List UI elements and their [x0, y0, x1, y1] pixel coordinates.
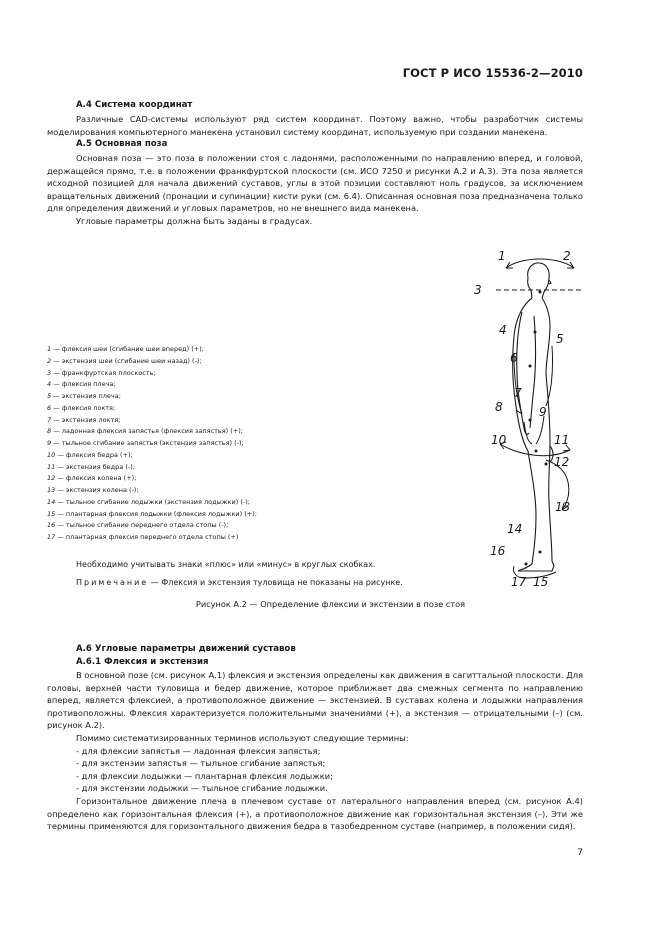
legend-item [47, 403, 317, 415]
section-a5-paragraph-1: Основная поза — это поза в положении стоя с ладонями, расположенными по направлению вперед, и головой, держащейся прямо, т.е. в положении франкфуртской плоскости (см. ИСО 7250 и рисунки А.2 и А.3). Эта поза является исходной позицией для начала движений суставов, углы в этой позиции составляют ноль градусов, за исключением вращательных движений (пронации и супинации) кисти руки (см. 6.4). Описанная основная поза предназначена только для определения движений и угловых параметров, но не внешнего вида манекена. [47, 153, 583, 214]
legend-item [47, 509, 317, 521]
legend-item [47, 438, 317, 450]
figure-note [76, 578, 403, 587]
legend-number: 10 [47, 450, 56, 459]
figure-label-1: 1 [498, 249, 506, 263]
legend-item [47, 485, 317, 497]
legend-text: — плантарная флексия переднего отдела стопы (+) [55, 533, 239, 541]
terms-list [47, 745, 583, 795]
figure-label-9: 9 [539, 405, 547, 419]
legend-text: — франкфуртская плоскость; [51, 368, 156, 377]
legend-number: 7 [47, 415, 52, 424]
figure-label-16: 16 [490, 544, 506, 558]
page-number: 7 [577, 848, 583, 858]
section-a4-title: А.4 Система координат [76, 100, 193, 110]
legend-number: 17 [47, 533, 56, 541]
figure-label-8: 8 [495, 400, 503, 414]
term-item: - для флексии лодыжки — плантарная флексия лодыжки; [76, 770, 333, 781]
term-item: - для экстензии лодыжки — тыльное сгибание лодыжки. [76, 783, 328, 794]
figure-label-5: 5 [556, 332, 564, 346]
legend-text: — экстензия бедра (-); [55, 462, 135, 471]
term-item: - для экстензии запястья — тыльное сгибание запястья; [76, 758, 326, 769]
legend-item [47, 532, 317, 544]
figure-label-3: 3 [474, 283, 482, 297]
figure-label-7: 7 [514, 386, 522, 400]
section-a6-text [47, 669, 583, 833]
term-item: - для флексии запястья — ладонная флексия запястья; [76, 745, 321, 756]
legend-number: 6 [47, 403, 52, 412]
legend-number: 11 [47, 462, 56, 471]
legend-number: 5 [47, 392, 52, 400]
legend-number: 1 [47, 345, 52, 353]
figure-label-17: 17 [511, 575, 527, 589]
figure-legend [47, 344, 317, 544]
note-label: Примечание [76, 578, 149, 587]
legend-text: — тыльное сгибание лодыжки (экстензия лодыжки) (-); [55, 497, 250, 506]
legend-item [47, 426, 317, 438]
legend-text: — экстензия колена (-); [55, 486, 139, 494]
legend-number: 4 [47, 380, 52, 389]
legend-text: — тыльное сгибание запястья (экстензия запястья) (-); [51, 439, 244, 447]
legend-text: — тыльное сгибание переднего отдела стопы (-); [55, 521, 229, 530]
figure-caption: Рисунок А.2 — Определение флексии и экстензии в позе стоя [195, 599, 466, 609]
section-a6-paragraph-1: В основной позе (см. рисунок А.1) флексия и экстензия определены как движения в сагиттальной плоскости. Для головы, верхней части туловища и бедер движение, которое приближает два смежных сегмента по направлению вперед, является флексией, а противоположное движение — экстензией. В суставах колена и лодыжки направления противоположны. Флексия характеризуется положительными значениями (+), а экстензия — отрицательными (–) (см. рисунок А.2). [47, 670, 583, 731]
legend-number: 2 [47, 356, 52, 365]
figure-label-12: 12 [554, 455, 570, 469]
legend-item [47, 356, 317, 368]
human-figure-diagram [470, 246, 610, 591]
section-a5-title: А.5 Основная поза [76, 139, 168, 149]
section-a6-paragraph-3: Горизонтальное движение плеча в плечевом суставе от латерального направления вперед (см. рисунок А.4) определено как горизонтальная флексия (+), а противоположное движение как горизонтальная экстензия (–). Эти же термины применяются для горизонтального движения бедра в тазобедренном суставе (например, в положении сидя). [47, 795, 583, 832]
legend-text: — флексия плеча; [51, 380, 116, 389]
legend-text: — ладонная флексия запястья (флексия запястья) (+); [51, 427, 243, 436]
section-a6-paragraph-2: Помимо систематизированных терминов используют следующие термины: [76, 732, 409, 743]
legend-item [47, 379, 317, 391]
legend-item [47, 473, 317, 485]
legend-item [47, 520, 317, 532]
legend-text: — флексия колена (+); [55, 474, 137, 483]
legend-text: — флексия шеи (сгибание шеи вперед) (+); [51, 345, 204, 353]
legend-item [47, 462, 317, 474]
legend-number: 9 [47, 439, 52, 447]
legend-item [47, 415, 317, 427]
section-a4-paragraph: Различные САD-системы используют ряд систем координат. Поэтому важно, чтобы разработчик системы моделирования компьютерного манекена установил систему координат, используемую при создании манекена. [47, 114, 583, 137]
section-a6-title: А.6 Угловые параметры движений суставов [76, 644, 296, 654]
figure-label-4: 4 [499, 323, 507, 337]
legend-text: — плантарная флексия лодыжки (флексия лодыжки) (+); [55, 509, 257, 518]
legend-number: 14 [47, 497, 56, 506]
legend-text: — экстензия плеча; [51, 392, 121, 400]
document-header: ГОСТ Р ИСО 15536-2—2010 [402, 66, 583, 80]
legend-number: 15 [47, 509, 56, 518]
legend-number: 13 [47, 486, 56, 494]
section-a5-paragraph-2: Угловые параметры должна быть заданы в градусах. [76, 215, 313, 226]
legend-text: — флексия локтя; [51, 403, 116, 412]
legend-number: 3 [47, 368, 52, 377]
legend-item [47, 450, 317, 462]
legend-item [47, 391, 317, 403]
legend-number: 16 [47, 521, 56, 530]
legend-number: 12 [47, 474, 56, 483]
legend-item [47, 497, 317, 509]
legend-text: — флексия бедра (+); [55, 450, 133, 459]
legend-item [47, 368, 317, 380]
signs-note: Необходимо учитывать знаки «плюс» или «минус» в круглых скобках. [76, 560, 376, 569]
figure-label-11: 11 [554, 433, 570, 447]
section-a4-text [47, 113, 583, 138]
figure-label-15: 15 [533, 575, 549, 589]
legend-item [47, 344, 317, 356]
legend-text: — экстензия локтя; [51, 415, 121, 424]
note-text: — Флексия и экстензия туловища не показаны на рисунке. [148, 578, 403, 587]
figure-label-14: 14 [507, 522, 523, 536]
figure-label-13: 13 [555, 500, 571, 514]
section-a5-text [47, 152, 583, 228]
figure-label-6: 6 [510, 351, 518, 365]
figure-label-10: 10 [491, 433, 507, 447]
section-a6-1-title: А.6.1 Флексия и экстензия [76, 657, 209, 667]
figure-label-2: 2 [563, 249, 571, 263]
legend-number: 8 [47, 427, 52, 436]
legend-text: — экстензия шеи (сгибание шеи назад) (-); [51, 356, 202, 365]
